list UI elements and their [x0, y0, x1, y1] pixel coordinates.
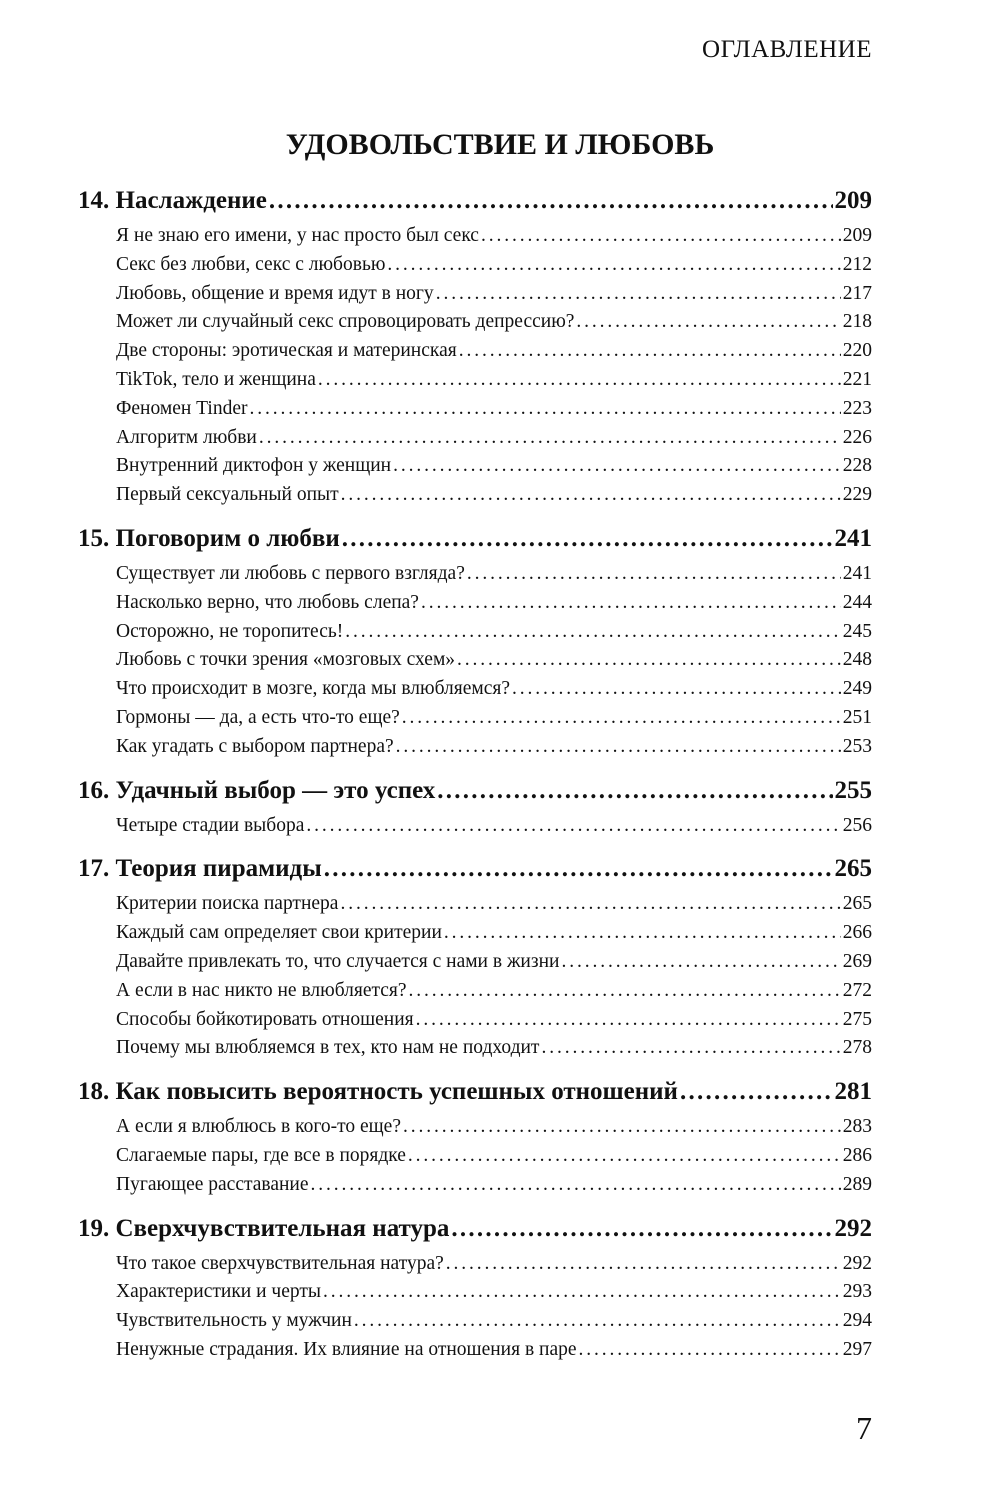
dot-leader [576, 308, 840, 337]
dot-leader [512, 675, 841, 704]
section-entry [78, 452, 872, 481]
dot-leader [345, 618, 841, 647]
section-title: Чувствительность у мужчин [116, 1310, 352, 1332]
dot-leader [354, 1307, 841, 1336]
section-title: Гормоны — да, а есть что-то еще? [116, 706, 400, 728]
dot-leader [436, 280, 841, 309]
section-entry [78, 948, 872, 977]
section-entry [78, 337, 872, 366]
section-page-number: 265 [842, 893, 872, 915]
dot-leader [306, 812, 840, 841]
section-page-number: 244 [842, 591, 872, 613]
section-page-number: 248 [842, 649, 872, 671]
section-title: Первый сексуальный опыт [116, 484, 339, 506]
chapter-page-number: 241 [834, 524, 872, 552]
section-title: Что такое сверхчувствительная натура? [116, 1252, 444, 1274]
chapter-title: 14. Наслаждение [78, 187, 267, 214]
dot-leader [541, 1034, 840, 1063]
section-title: TikTok, тело и женщина [116, 368, 316, 390]
section-title: Насколько верно, что любовь слепа? [116, 591, 419, 613]
section-entry [78, 919, 872, 948]
section-list [78, 890, 872, 1063]
section-entry [78, 280, 872, 309]
section-title: Существует ли любовь с первого взгляда? [116, 562, 465, 584]
dot-leader [459, 337, 841, 366]
section-title: Ненужные страдания. Их влияние на отношения в паре [116, 1338, 577, 1360]
dot-leader [416, 1006, 841, 1035]
section-entry [78, 812, 872, 841]
dot-leader [437, 770, 832, 812]
section-page-number: 245 [842, 620, 872, 642]
section-entry [78, 675, 872, 704]
section-page-number: 217 [842, 282, 872, 304]
section-title: Способы бойкотировать отношения [116, 1008, 414, 1030]
section-page-number: 249 [842, 678, 872, 700]
section-page-number: 283 [842, 1116, 872, 1138]
section-title: А если я влюблюсь в кого-то еще? [116, 1116, 401, 1138]
section-title: Внутренний диктофон у женщин [116, 455, 392, 477]
section-entry [78, 977, 872, 1006]
section-title: Осторожно, не торопитесь! [116, 620, 344, 642]
section-page-number: 241 [842, 562, 872, 584]
dot-leader [341, 481, 841, 510]
running-head: ОГЛАВЛЕНИЕ [702, 36, 872, 63]
section-page-number: 221 [842, 368, 872, 390]
dot-leader [561, 948, 840, 977]
section-title: Критерии поиска партнера [116, 893, 339, 915]
page-number: 7 [856, 1410, 872, 1446]
section-page-number: 266 [842, 922, 872, 944]
chapter-title: 15. Поговорим о любви [78, 524, 340, 552]
section-entry [78, 395, 872, 424]
section-title: Две стороны: эротическая и материнская [116, 340, 457, 362]
part-title: УДОВОЛЬСТВИЕ И ЛЮБОВЬ [285, 128, 715, 161]
section-page-number: 256 [842, 814, 872, 836]
dot-leader [451, 1208, 832, 1250]
dot-leader [402, 704, 841, 733]
dot-leader [403, 1113, 841, 1142]
section-entry [78, 424, 872, 453]
section-entry [78, 366, 872, 395]
chapter-block [78, 848, 872, 1063]
chapter-entry [78, 518, 872, 560]
dot-leader [323, 1278, 841, 1307]
chapter-title: 18. Как повысить вероятность успешных отношений [78, 1078, 678, 1106]
section-title: Секс без любви, секс с любовью [116, 253, 386, 275]
dot-leader [457, 646, 841, 675]
section-page-number: 218 [842, 311, 872, 333]
table-of-contents [78, 180, 872, 1373]
section-page-number: 289 [842, 1173, 872, 1195]
section-title: Давайте привлекать то, что случается с нами в жизни [116, 950, 560, 972]
chapter-block [78, 1071, 872, 1199]
section-entry [78, 251, 872, 280]
section-page-number: 229 [842, 484, 872, 506]
dot-leader [342, 518, 833, 560]
chapter-block [78, 518, 872, 762]
section-title: А если в нас никто не влюбляется? [116, 979, 407, 1001]
section-entry [78, 1113, 872, 1142]
section-entry [78, 1250, 872, 1279]
section-title: Как угадать с выбором партнера? [116, 735, 394, 757]
section-entry [78, 1171, 872, 1200]
section-title: Любовь с точки зрения «мозговых схем» [116, 649, 456, 671]
section-entry [78, 733, 872, 762]
section-entry [78, 1278, 872, 1307]
section-page-number: 228 [842, 455, 872, 477]
dot-leader [249, 395, 840, 424]
section-page-number: 292 [842, 1252, 872, 1274]
section-list [78, 560, 872, 762]
section-title: Алгоритм любви [116, 426, 257, 448]
chapter-page-number: 265 [834, 855, 872, 883]
section-page-number: 272 [842, 979, 872, 1001]
chapter-entry [78, 1208, 872, 1250]
section-page-number: 212 [842, 253, 872, 275]
section-entry [78, 1142, 872, 1171]
chapter-title: 19. Сверхчувствительная натура [78, 1214, 450, 1242]
section-title: Я не знаю его имени, у нас просто был секс [116, 225, 479, 246]
chapter-block [78, 770, 872, 841]
section-page-number: 220 [842, 340, 872, 362]
section-title: Четыре стадии выбора [116, 814, 305, 836]
chapter-entry [78, 1071, 872, 1113]
chapter-entry [78, 848, 872, 890]
dot-leader [579, 1336, 841, 1365]
section-title: Слагаемые пары, где все в порядке [116, 1144, 406, 1166]
section-entry [78, 560, 872, 589]
section-page-number: 251 [842, 706, 872, 728]
chapter-page-number: 255 [834, 776, 872, 804]
chapter-title: 17. Теория пирамиды [78, 855, 322, 883]
dot-leader [680, 1071, 833, 1113]
chapter-block [78, 1208, 872, 1365]
section-page-number: 297 [842, 1338, 872, 1360]
dot-leader [393, 452, 841, 481]
section-title: Феномен Tinder [116, 397, 248, 419]
section-list [78, 1113, 872, 1199]
dot-leader [396, 733, 841, 762]
dot-leader [311, 1171, 841, 1200]
dot-leader [387, 251, 840, 280]
chapter-entry [78, 770, 872, 812]
section-entry [78, 704, 872, 733]
dot-leader [340, 890, 840, 919]
dot-leader [408, 1142, 841, 1171]
section-entry [78, 589, 872, 618]
section-title: Пугающее расставание [116, 1173, 309, 1195]
section-page-number: 253 [842, 735, 872, 757]
section-title: Каждый сам определяет свои критерии [116, 922, 442, 944]
dot-leader [444, 919, 841, 948]
section-list [78, 1250, 872, 1365]
chapter-page-number: 292 [834, 1214, 872, 1242]
section-page-number: 226 [842, 426, 872, 448]
dot-leader [446, 1250, 841, 1279]
section-entry [78, 890, 872, 919]
dot-leader [409, 977, 841, 1006]
chapter-entry [78, 180, 872, 222]
section-page-number: 223 [842, 397, 872, 419]
section-entry [78, 481, 872, 510]
dot-leader [421, 589, 841, 618]
section-list [78, 222, 872, 510]
section-page-number: 275 [842, 1008, 872, 1030]
section-page-number: 278 [842, 1037, 872, 1059]
section-title: Любовь, общение и время идут в ногу [116, 282, 434, 304]
section-title: Что происходит в мозге, когда мы влюбляемся? [116, 678, 510, 700]
section-title: Характеристики и черты [116, 1281, 322, 1303]
section-entry [78, 646, 872, 675]
section-page-number: 294 [842, 1310, 872, 1332]
section-entry [78, 1336, 872, 1365]
dot-leader [467, 560, 841, 589]
section-page-number: 209 [842, 225, 872, 246]
chapter-title: 16. Удачный выбор — это успех [78, 776, 436, 804]
section-page-number: 269 [842, 950, 872, 972]
dot-leader [324, 848, 833, 890]
dot-leader [318, 366, 841, 395]
dot-leader [481, 222, 841, 251]
section-page-number: 293 [842, 1281, 872, 1303]
section-entry [78, 1307, 872, 1336]
chapter-block [78, 180, 872, 510]
chapter-page-number: 281 [834, 1078, 872, 1106]
section-entry [78, 1006, 872, 1035]
section-page-number: 286 [842, 1144, 872, 1166]
section-entry [78, 308, 872, 337]
section-entry [78, 1034, 872, 1063]
section-entry [78, 618, 872, 647]
section-entry [78, 222, 872, 251]
dot-leader [259, 424, 841, 453]
dot-leader [269, 180, 833, 222]
section-list [78, 812, 872, 841]
chapter-page-number: 209 [834, 187, 872, 214]
section-title: Может ли случайный секс спровоцировать депрессию? [116, 311, 575, 333]
section-title: Почему мы влюбляемся в тех, кто нам не подходит [116, 1037, 540, 1059]
